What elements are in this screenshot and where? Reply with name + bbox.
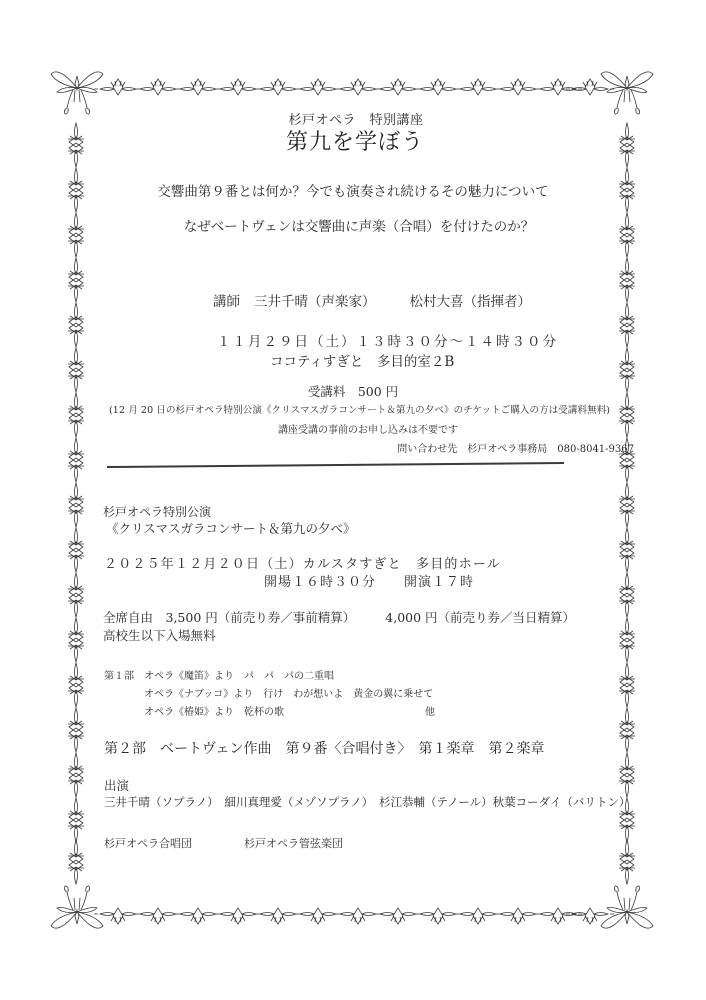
page-title: 第九を学ぼう [285,130,424,155]
cast-list: 三井千晴（ソプラノ） 細川真理愛（メゾソプラノ） 杉江恭輔（テノール）秋葉コーダイ（バリトン） [104,795,631,809]
concert-times: 開場１６時３０分 開演１７時 [264,575,475,590]
lecturer-1: 三井千晴（声楽家） [254,294,376,310]
concert-organizer: 杉戸オペラ特別公演 [103,505,212,519]
lecture-venue: ココティすぎと 多目的室２B [270,354,455,370]
cast-label: 出演 [104,778,130,793]
part-1-item: オペラ《ナブッコ》より 行け わが想いよ 黄金の翼に乗せて [144,689,434,700]
price-advance: 全席自由 3,500 円（前売り券／事前精算） [103,610,356,625]
concert-title: 《クリスマスガラコンサート＆第九の夕べ》 [106,521,356,536]
contact-info: 問い合わせ先 杉戸オペラ事務局 080-8041-9367 [397,444,634,455]
lecturer-label: 講師 [213,294,240,310]
concert-date-venue: ２０２５年１２月２０日（土）カルスタすぎと 多目的ホール [104,557,501,572]
price-door: 4,000 円（前売り券／当日精算） [385,610,576,625]
lecture-date-time: １１月２９日（土）１３時３０分～１４時３０分 [217,334,558,350]
no-registration-note: 講座受講の事前のお申し込みは不要です [278,425,458,436]
free-entry-note: 高校生以下入場無料 [103,628,216,643]
intro-line-1: 交響曲第９番とは何か？今でも演奏され続けるその魅力について [157,184,549,200]
ticket-prices [103,612,575,625]
part-1-item: オペラ《椿姫》より 乾杯の歌 [144,707,284,718]
part-1-item: オペラ《魔笛》より パ パ パの二重唱 [144,671,334,682]
lecturer-2: 松村大喜（指揮者） [409,294,531,310]
lecturer-line [213,296,531,310]
lecture-fee: 受講料 500 円 [307,384,399,399]
part-1-etc: 他 [425,707,435,718]
fee-note: (12 月 20 日の杉戸オペラ特別公演《クリスマスガラコンサート＆第九の夕べ》のチケットご購入の方は受講料無料) [109,405,611,416]
part-1-label: 第１部 [104,671,134,682]
program-part-2: 第２部 ベートヴェン作曲 第９番〈合唱付き〉 第１楽章 第２楽章 [104,741,545,757]
ensembles [104,838,343,849]
orchestra: 杉戸オペラ管弦楽団 [244,837,343,850]
event-subtitle: 杉戸オペラ 特別講座 [288,113,424,128]
program-part-1 [104,672,334,682]
choir: 杉戸オペラ合唱団 [104,837,192,850]
intro-line-2: なぜベートヴェンは交響曲に声楽（合唱）を付けたのか？ [183,219,535,235]
